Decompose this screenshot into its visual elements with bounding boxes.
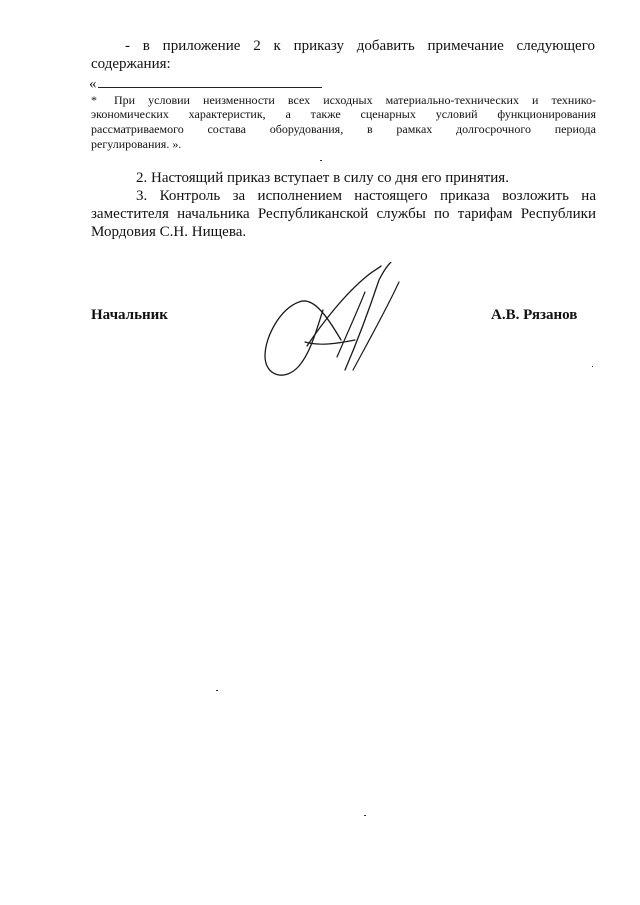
amendment-intro-line-2: содержания:: [91, 56, 171, 72]
amendment-intro-line-1: - в приложение 2 к приказу добавить примечание следующего: [125, 38, 595, 54]
footnote-line-4: регулирования. ».: [91, 137, 182, 151]
footnote-marker: *: [91, 93, 97, 107]
signatory-name: А.В. Рязанов: [491, 307, 578, 323]
clause-3-line-2: заместителя начальника Республиканской службы по тарифам Республики: [91, 206, 596, 222]
footnote-separator: [98, 87, 322, 88]
clause-3-line-1: 3. Контроль за исполнением настоящего приказа возложить на: [136, 188, 596, 204]
scan-speck: [592, 366, 593, 367]
position-title: Начальник: [91, 307, 168, 323]
clause-2: 2. Настоящий приказ вступает в силу со дня его принятия.: [136, 170, 509, 186]
opening-quote: «: [89, 76, 97, 92]
scan-speck: [364, 815, 366, 816]
handwritten-signature: [245, 262, 415, 382]
scan-speck: [320, 160, 322, 161]
footnote-line-3: рассматриваемого состава оборудования, в рамках долгосрочного периода: [91, 122, 596, 136]
clause-3-line-3: Мордовия С.Н. Нищева.: [91, 224, 247, 240]
footnote-line-2: экономических характеристик, а также сценарных условий функционирования: [91, 107, 596, 121]
scan-speck: [216, 690, 218, 691]
footnote-line-1: При условии неизменности всех исходных материально-технических и технико-: [114, 93, 596, 107]
